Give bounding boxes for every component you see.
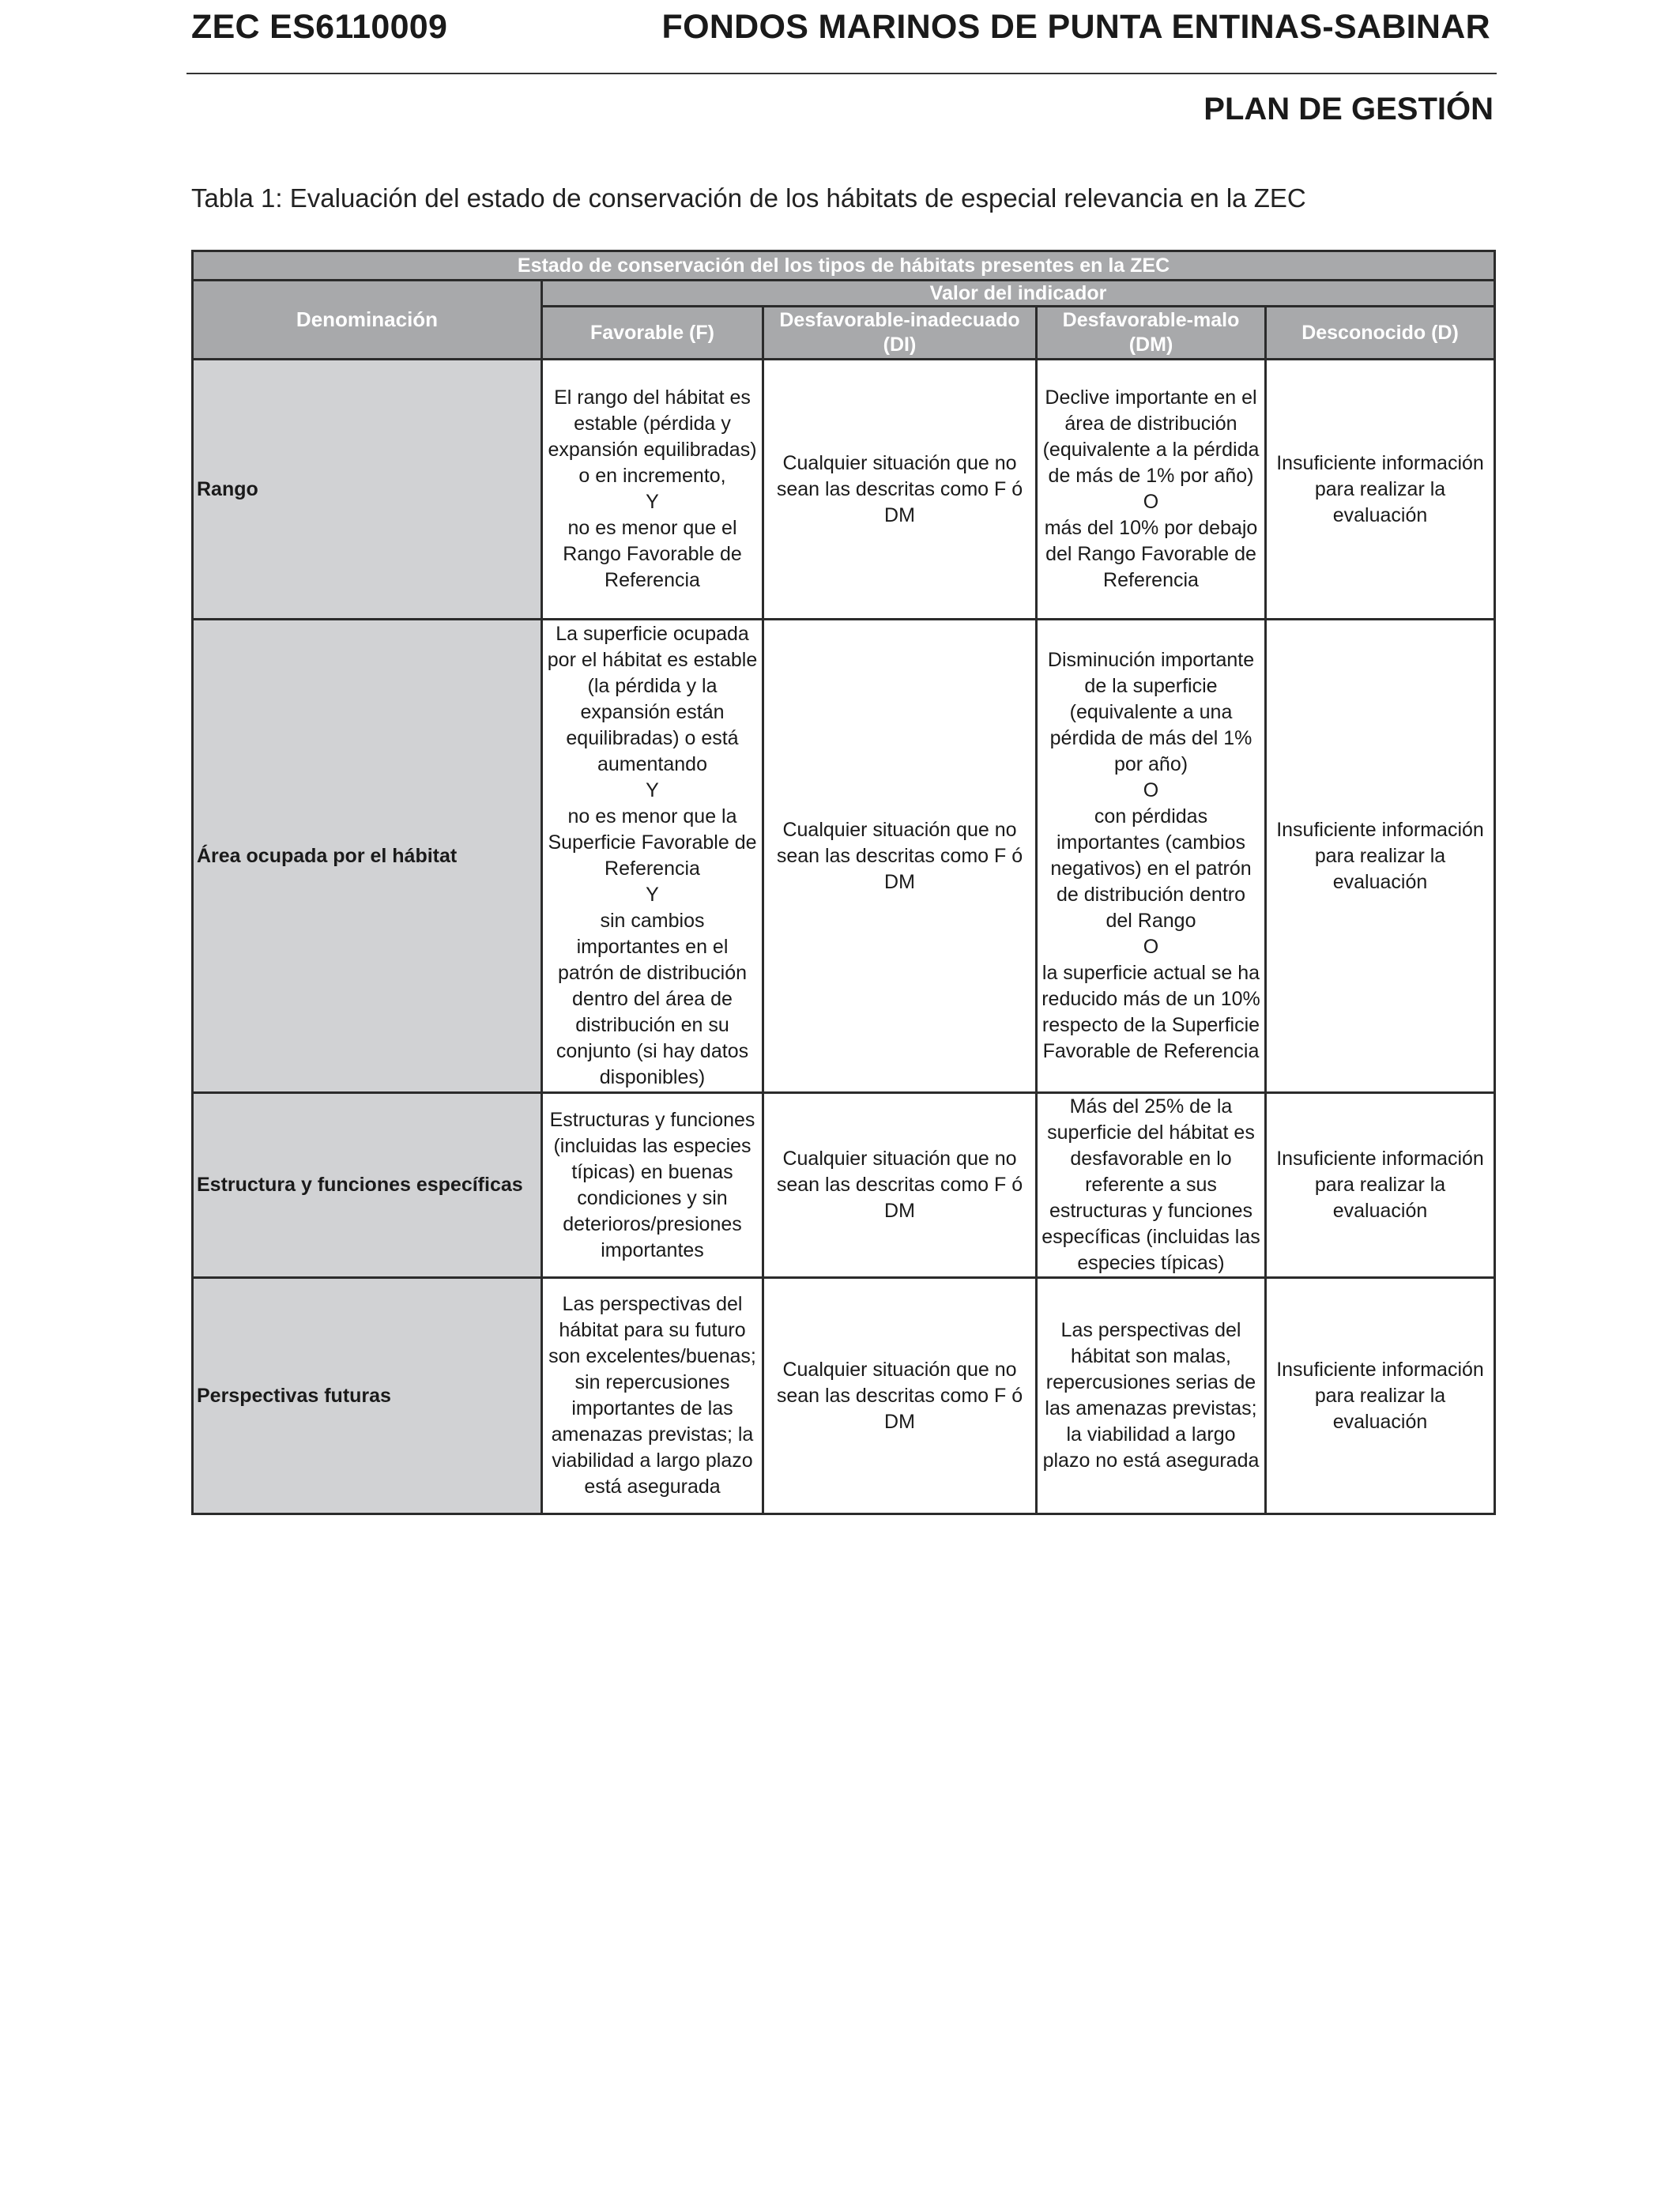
cell-desconocido: Insuficiente información para realizar la evaluación xyxy=(1266,360,1495,620)
column-header-malo: Desfavorable-malo (DM) xyxy=(1037,307,1266,360)
cell-favorable: El rango del hábitat es estable (pérdida y expansión equilibradas) o en incremento, Y no es menor que el Rango Favorable de Referencia xyxy=(542,360,763,620)
cell-inadecuado: Cualquier situación que no sean las descritas como F ó DM xyxy=(763,360,1037,620)
cell-inadecuado: Cualquier situación que no sean las descritas como F ó DM xyxy=(763,1093,1037,1278)
table-row-area xyxy=(193,620,1495,1093)
denominacion-header: Denominación xyxy=(193,281,542,360)
column-header-favorable: Favorable (F) xyxy=(542,307,763,360)
column-header-inadecuado: Desfavorable-inadecuado (DI) xyxy=(763,307,1037,360)
conservation-table-container xyxy=(191,250,1494,1515)
column-header-desconocido: Desconocido (D) xyxy=(1266,307,1495,360)
table-row-rango xyxy=(193,360,1495,620)
site-name: FONDOS MARINOS DE PUNTA ENTINAS-SABINAR xyxy=(661,8,1490,46)
table-row-perspectivas xyxy=(193,1278,1495,1514)
cell-malo: Más del 25% de la superficie del hábitat es desfavorable en lo referente a sus estructuras y funciones específicas (incluidas las especies típicas) xyxy=(1037,1093,1266,1278)
header-divider xyxy=(186,73,1497,74)
cell-favorable: La superficie ocupada por el hábitat es estable (la pérdida y la expansión están equilibradas) o está aumentando Y no es menor que la Superficie Favorable de Referencia Y sin cambios importantes en el patrón de distribución dentro del área de distribución en su conjunto (si hay datos disponibles) xyxy=(542,620,763,1093)
table-title: Estado de conservación del los tipos de hábitats presentes en la ZEC xyxy=(193,251,1495,281)
row-label: Rango xyxy=(193,360,542,620)
zec-code: ZEC ES6110009 xyxy=(191,8,448,46)
document-header xyxy=(188,5,1497,73)
cell-malo: Disminución importante de la superficie (equivalente a una pérdida de más del 1% por año) O con pérdidas importantes (cambios negativos) en el patrón de distribución dentro del Rango O la superficie actual se ha reducido más de un 10% respecto de la Superficie Favorable de Referencia xyxy=(1037,620,1266,1093)
cell-inadecuado: Cualquier situación que no sean las descritas como F ó DM xyxy=(763,1278,1037,1514)
plan-title: PLAN DE GESTIÓN xyxy=(1203,92,1494,126)
row-label: Perspectivas futuras xyxy=(193,1278,542,1514)
cell-malo: Declive importante en el área de distribución (equivalente a la pérdida de más de 1% por año) O más del 10% por debajo del Rango Favorable de Referencia xyxy=(1037,360,1266,620)
row-label: Estructura y funciones específicas xyxy=(193,1093,542,1278)
conservation-table xyxy=(191,250,1496,1515)
cell-desconocido: Insuficiente información para realizar la evaluación xyxy=(1266,1093,1495,1278)
cell-desconocido: Insuficiente información para realizar la evaluación xyxy=(1266,1278,1495,1514)
table-caption: Tabla 1: Evaluación del estado de conservación de los hábitats de especial relevancia en la ZEC xyxy=(191,183,1306,213)
cell-favorable: Las perspectivas del hábitat para su futuro son excelentes/buenas; sin repercusiones importantes de las amenazas previstas; la viabilidad a largo plazo está asegurada xyxy=(542,1278,763,1514)
cell-favorable: Estructuras y funciones (incluidas las especies típicas) en buenas condiciones y sin deterioros/presiones importantes xyxy=(542,1093,763,1278)
indicator-header: Valor del indicador xyxy=(542,281,1495,307)
cell-desconocido: Insuficiente información para realizar la evaluación xyxy=(1266,620,1495,1093)
table-row-estructura xyxy=(193,1093,1495,1278)
row-label: Área ocupada por el hábitat xyxy=(193,620,542,1093)
cell-inadecuado: Cualquier situación que no sean las descritas como F ó DM xyxy=(763,620,1037,1093)
cell-malo: Las perspectivas del hábitat son malas, repercusiones serias de las amenazas previstas; la viabilidad a largo plazo no está asegurada xyxy=(1037,1278,1266,1514)
